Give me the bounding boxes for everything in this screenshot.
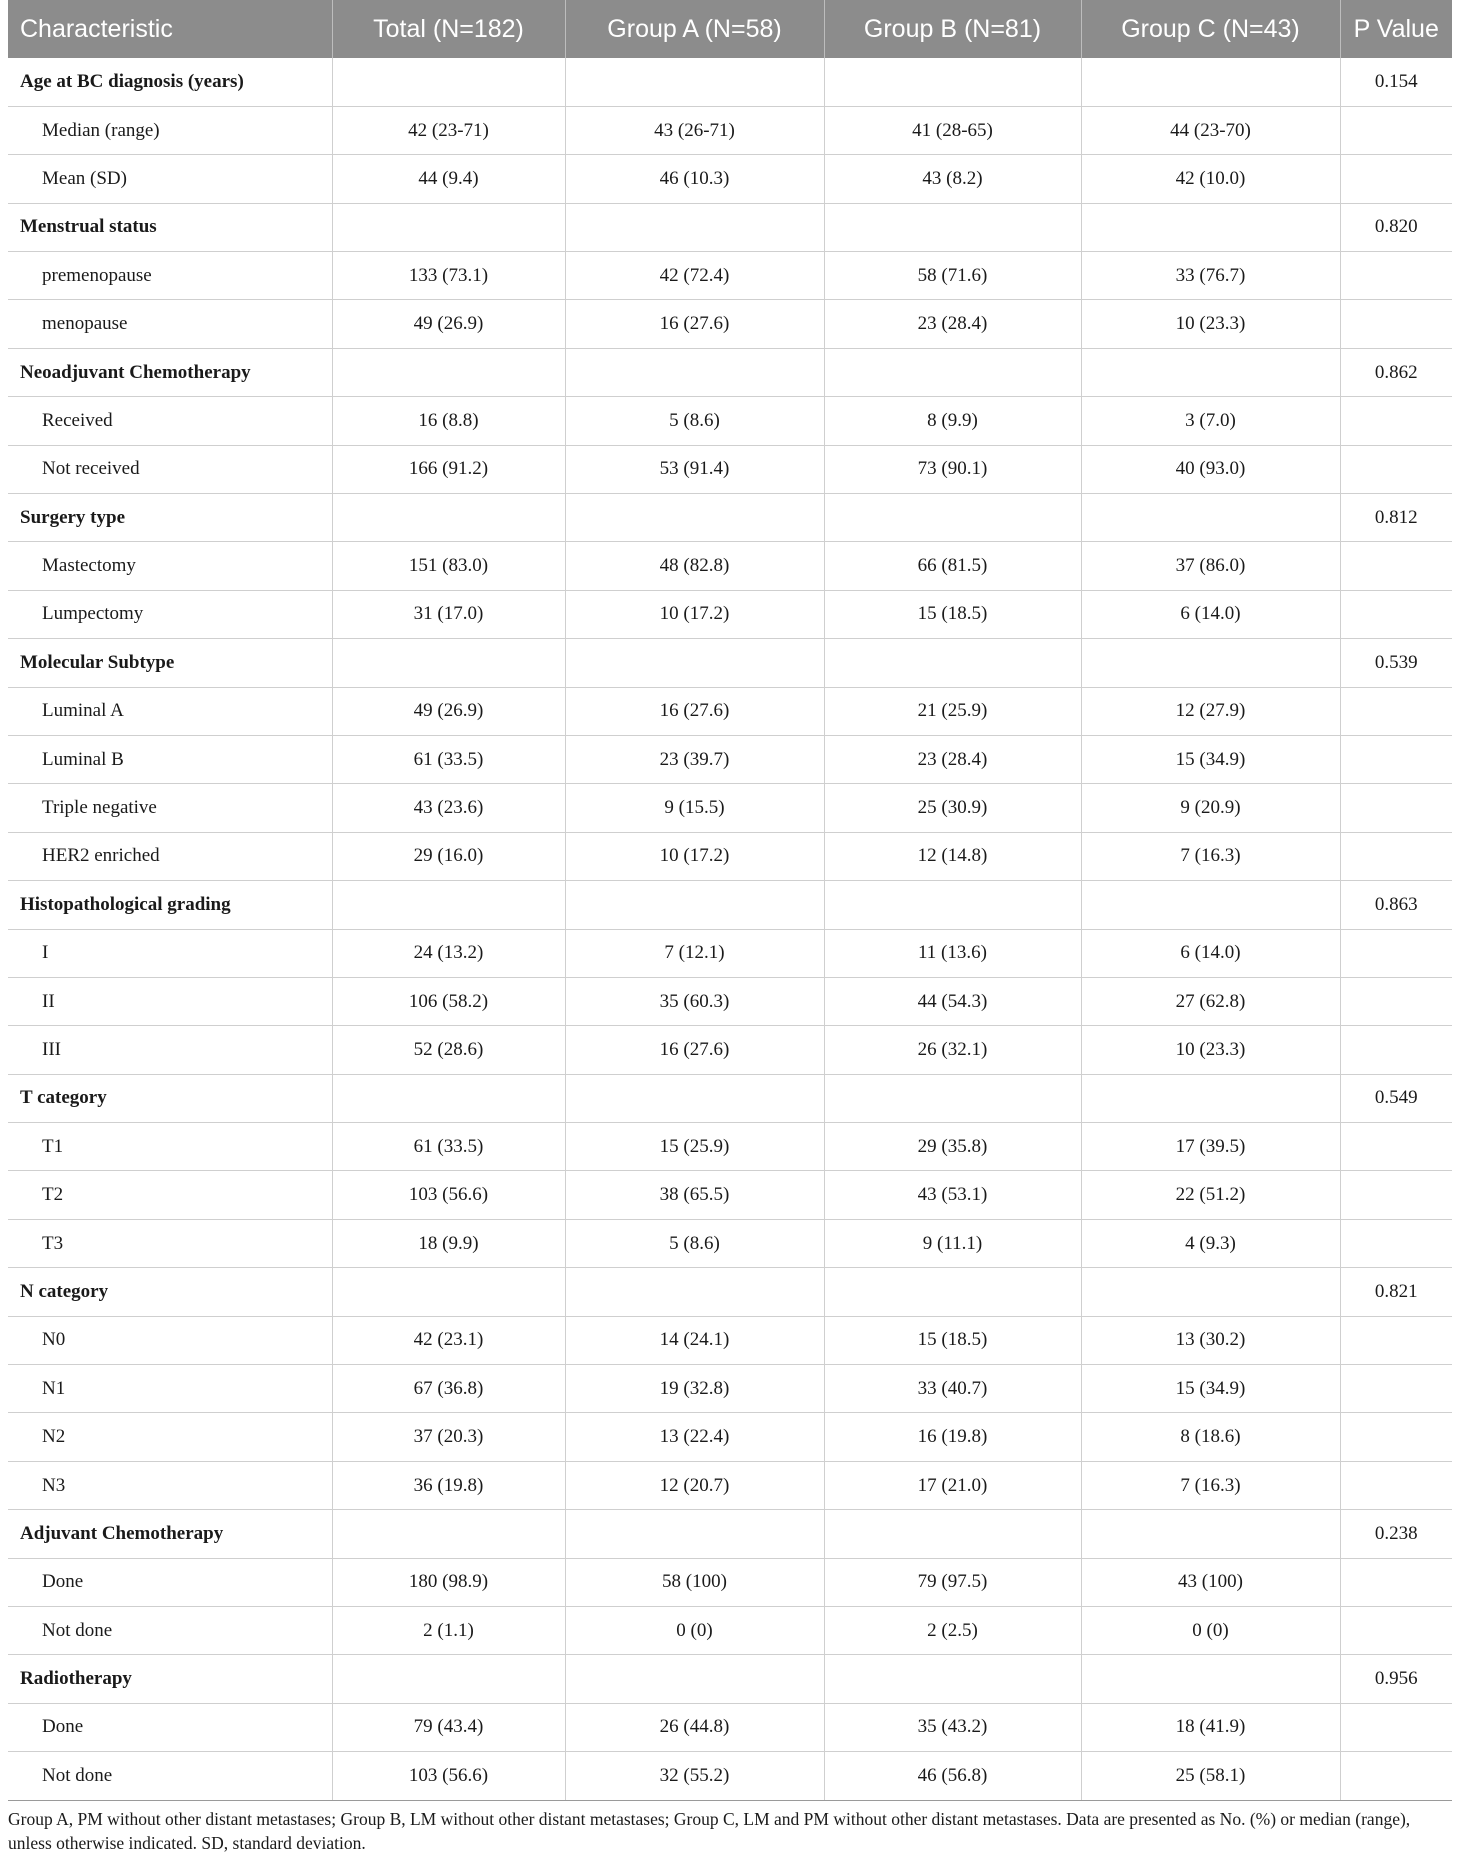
cell-group-b: 23 (28.4) (824, 735, 1081, 783)
category-row (8, 639, 1452, 687)
cell-group-a: 19 (32.8) (565, 1365, 824, 1413)
cell-group-b (824, 494, 1081, 542)
cell-p-value (1340, 252, 1452, 300)
table-row (8, 1026, 1452, 1074)
cell-total: 61 (33.5) (332, 735, 565, 783)
cell-group-b (824, 1074, 1081, 1122)
cell-group-b (824, 1655, 1081, 1703)
cell-group-a: 58 (100) (565, 1558, 824, 1606)
cell-group-c: 42 (10.0) (1081, 155, 1340, 203)
cell-group-b: 33 (40.7) (824, 1365, 1081, 1413)
cell-total: 31 (17.0) (332, 590, 565, 638)
cell-group-b: 23 (28.4) (824, 300, 1081, 348)
cell-total: 43 (23.6) (332, 784, 565, 832)
cell-p-value (1340, 1703, 1452, 1751)
cell-characteristic: Lumpectomy (8, 590, 332, 638)
cell-p-value (1340, 1123, 1452, 1171)
category-row (8, 203, 1452, 251)
table-row (8, 1558, 1452, 1606)
cell-group-a: 10 (17.2) (565, 590, 824, 638)
cell-group-b (824, 348, 1081, 396)
cell-group-c (1081, 1655, 1340, 1703)
cell-total: 42 (23-71) (332, 106, 565, 154)
category-row (8, 1510, 1452, 1558)
cell-group-c (1081, 58, 1340, 106)
cell-p-value (1340, 1558, 1452, 1606)
cell-group-c (1081, 1510, 1340, 1558)
cell-group-b: 15 (18.5) (824, 1316, 1081, 1364)
cell-p-value: 0.154 (1340, 58, 1452, 106)
cell-total (332, 1074, 565, 1122)
cell-characteristic: Age at BC diagnosis (years) (8, 58, 332, 106)
table-row (8, 784, 1452, 832)
table-row (8, 1752, 1452, 1800)
cell-characteristic: Not done (8, 1752, 332, 1800)
table-row (8, 977, 1452, 1025)
cell-total: 24 (13.2) (332, 929, 565, 977)
cell-total (332, 348, 565, 396)
header-group-a: Group A (N=58) (565, 0, 824, 58)
cell-characteristic: Neoadjuvant Chemotherapy (8, 348, 332, 396)
cell-total (332, 203, 565, 251)
cell-group-a: 48 (82.8) (565, 542, 824, 590)
cell-characteristic: Surgery type (8, 494, 332, 542)
category-row (8, 58, 1452, 106)
cell-group-a (565, 494, 824, 542)
cell-total: 166 (91.2) (332, 445, 565, 493)
table-row (8, 300, 1452, 348)
cell-characteristic: Menstrual status (8, 203, 332, 251)
cell-group-b (824, 1268, 1081, 1316)
cell-group-a: 15 (25.9) (565, 1123, 824, 1171)
cell-characteristic: I (8, 929, 332, 977)
cell-p-value (1340, 1365, 1452, 1413)
cell-group-c: 13 (30.2) (1081, 1316, 1340, 1364)
cell-characteristic: Median (range) (8, 106, 332, 154)
cell-p-value (1340, 1026, 1452, 1074)
cell-group-a: 46 (10.3) (565, 155, 824, 203)
cell-characteristic: Adjuvant Chemotherapy (8, 1510, 332, 1558)
cell-total: 180 (98.9) (332, 1558, 565, 1606)
cell-total: 42 (23.1) (332, 1316, 565, 1364)
cell-total (332, 881, 565, 929)
cell-group-b (824, 203, 1081, 251)
cell-group-a (565, 1074, 824, 1122)
cell-characteristic: Not done (8, 1607, 332, 1655)
table-row (8, 542, 1452, 590)
cell-p-value (1340, 106, 1452, 154)
cell-characteristic: Luminal B (8, 735, 332, 783)
cell-group-c: 27 (62.8) (1081, 977, 1340, 1025)
table-row (8, 1703, 1452, 1751)
cell-group-a: 0 (0) (565, 1607, 824, 1655)
table-row (8, 1607, 1452, 1655)
table-row (8, 397, 1452, 445)
cell-group-c (1081, 1268, 1340, 1316)
cell-group-c: 17 (39.5) (1081, 1123, 1340, 1171)
cell-p-value (1340, 735, 1452, 783)
cell-total: 2 (1.1) (332, 1607, 565, 1655)
cell-group-b: 25 (30.9) (824, 784, 1081, 832)
cell-group-c: 9 (20.9) (1081, 784, 1340, 832)
cell-group-a: 13 (22.4) (565, 1413, 824, 1461)
cell-characteristic: Mastectomy (8, 542, 332, 590)
cell-group-a: 16 (27.6) (565, 300, 824, 348)
cell-group-a (565, 639, 824, 687)
cell-group-a (565, 1268, 824, 1316)
cell-group-c: 25 (58.1) (1081, 1752, 1340, 1800)
cell-p-value (1340, 397, 1452, 445)
cell-group-a: 10 (17.2) (565, 832, 824, 880)
cell-p-value: 0.238 (1340, 1510, 1452, 1558)
cell-p-value (1340, 1219, 1452, 1267)
cell-group-b: 79 (97.5) (824, 1558, 1081, 1606)
cell-total: 133 (73.1) (332, 252, 565, 300)
header-characteristic: Characteristic (8, 0, 332, 58)
cell-group-c (1081, 1074, 1340, 1122)
cell-characteristic: Luminal A (8, 687, 332, 735)
cell-characteristic: T3 (8, 1219, 332, 1267)
cell-total: 67 (36.8) (332, 1365, 565, 1413)
cell-group-c: 4 (9.3) (1081, 1219, 1340, 1267)
category-row (8, 1074, 1452, 1122)
cell-group-c: 10 (23.3) (1081, 1026, 1340, 1074)
cell-group-b: 16 (19.8) (824, 1413, 1081, 1461)
cell-group-b (824, 881, 1081, 929)
cell-group-b: 44 (54.3) (824, 977, 1081, 1025)
category-row (8, 348, 1452, 396)
cell-group-b: 12 (14.8) (824, 832, 1081, 880)
cell-characteristic: N2 (8, 1413, 332, 1461)
cell-group-c (1081, 348, 1340, 396)
cell-total (332, 639, 565, 687)
cell-group-c: 7 (16.3) (1081, 1461, 1340, 1509)
cell-p-value: 0.956 (1340, 1655, 1452, 1703)
cell-p-value (1340, 590, 1452, 638)
category-row (8, 881, 1452, 929)
cell-group-c: 7 (16.3) (1081, 832, 1340, 880)
cell-group-a: 12 (20.7) (565, 1461, 824, 1509)
cell-total: 29 (16.0) (332, 832, 565, 880)
cell-group-a: 23 (39.7) (565, 735, 824, 783)
table-footnote: Group A, PM without other distant metastases; Group B, LM without other distant metastases; Group C, LM and PM without other distant metastases. Data are presented as No. (%) or median (range), unless otherwise indicated. SD, standard deviation. (8, 1808, 1411, 1853)
cell-p-value: 0.820 (1340, 203, 1452, 251)
cell-group-a (565, 58, 824, 106)
cell-group-b (824, 58, 1081, 106)
cell-group-c: 15 (34.9) (1081, 735, 1340, 783)
cell-group-c: 8 (18.6) (1081, 1413, 1340, 1461)
cell-p-value (1340, 1171, 1452, 1219)
cell-total: 52 (28.6) (332, 1026, 565, 1074)
cell-total (332, 58, 565, 106)
cell-p-value (1340, 1461, 1452, 1509)
cell-characteristic: N0 (8, 1316, 332, 1364)
cell-group-b: 8 (9.9) (824, 397, 1081, 445)
table-row (8, 590, 1452, 638)
cell-characteristic: Done (8, 1558, 332, 1606)
cell-characteristic: Triple negative (8, 784, 332, 832)
cell-group-b (824, 639, 1081, 687)
table-container (8, 0, 1452, 1855)
cell-group-c: 33 (76.7) (1081, 252, 1340, 300)
category-row (8, 494, 1452, 542)
table-row (8, 832, 1452, 880)
cell-total: 16 (8.8) (332, 397, 565, 445)
cell-total: 106 (58.2) (332, 977, 565, 1025)
cell-characteristic: Histopathological grading (8, 881, 332, 929)
header-row (8, 0, 1452, 58)
cell-characteristic: T category (8, 1074, 332, 1122)
cell-group-b: 9 (11.1) (824, 1219, 1081, 1267)
cell-p-value: 0.549 (1340, 1074, 1452, 1122)
cell-group-b: 17 (21.0) (824, 1461, 1081, 1509)
cell-group-a: 53 (91.4) (565, 445, 824, 493)
cell-total: 36 (19.8) (332, 1461, 565, 1509)
cell-p-value (1340, 784, 1452, 832)
cell-p-value (1340, 1316, 1452, 1364)
cell-total: 151 (83.0) (332, 542, 565, 590)
table-row (8, 106, 1452, 154)
category-row (8, 1268, 1452, 1316)
cell-group-c: 10 (23.3) (1081, 300, 1340, 348)
cell-characteristic: Received (8, 397, 332, 445)
cell-p-value (1340, 1607, 1452, 1655)
cell-group-a: 38 (65.5) (565, 1171, 824, 1219)
cell-group-c: 37 (86.0) (1081, 542, 1340, 590)
cell-characteristic: Molecular Subtype (8, 639, 332, 687)
cell-group-a: 32 (55.2) (565, 1752, 824, 1800)
cell-p-value (1340, 155, 1452, 203)
cell-group-c: 6 (14.0) (1081, 929, 1340, 977)
cell-group-a (565, 203, 824, 251)
cell-group-b: 29 (35.8) (824, 1123, 1081, 1171)
cell-p-value (1340, 977, 1452, 1025)
cell-total: 37 (20.3) (332, 1413, 565, 1461)
cell-total: 44 (9.4) (332, 155, 565, 203)
cell-p-value (1340, 1413, 1452, 1461)
cell-group-a (565, 1510, 824, 1558)
cell-group-b: 73 (90.1) (824, 445, 1081, 493)
cell-total (332, 1268, 565, 1316)
cell-group-c (1081, 494, 1340, 542)
cell-group-a: 35 (60.3) (565, 977, 824, 1025)
cell-group-c (1081, 881, 1340, 929)
cell-total: 103 (56.6) (332, 1752, 565, 1800)
cell-group-a: 43 (26-71) (565, 106, 824, 154)
cell-p-value (1340, 300, 1452, 348)
header-group-b: Group B (N=81) (824, 0, 1081, 58)
cell-group-b: 15 (18.5) (824, 590, 1081, 638)
cell-total: 61 (33.5) (332, 1123, 565, 1171)
cell-total: 103 (56.6) (332, 1171, 565, 1219)
table-row (8, 1365, 1452, 1413)
cell-p-value (1340, 929, 1452, 977)
cell-group-b (824, 1510, 1081, 1558)
cell-group-b: 26 (32.1) (824, 1026, 1081, 1074)
cell-characteristic: II (8, 977, 332, 1025)
cell-group-a (565, 348, 824, 396)
cell-total (332, 1655, 565, 1703)
cell-group-b: 58 (71.6) (824, 252, 1081, 300)
cell-characteristic: N category (8, 1268, 332, 1316)
cell-group-a: 5 (8.6) (565, 397, 824, 445)
cell-group-c: 3 (7.0) (1081, 397, 1340, 445)
cell-total: 49 (26.9) (332, 687, 565, 735)
table-row (8, 1316, 1452, 1364)
cell-group-c: 6 (14.0) (1081, 590, 1340, 638)
cell-group-b: 43 (8.2) (824, 155, 1081, 203)
cell-characteristic: N1 (8, 1365, 332, 1413)
cell-group-b: 35 (43.2) (824, 1703, 1081, 1751)
cell-group-b: 46 (56.8) (824, 1752, 1081, 1800)
cell-total: 79 (43.4) (332, 1703, 565, 1751)
table-row (8, 1219, 1452, 1267)
cell-p-value (1340, 445, 1452, 493)
table-row (8, 1171, 1452, 1219)
cell-characteristic: III (8, 1026, 332, 1074)
cell-characteristic: HER2 enriched (8, 832, 332, 880)
cell-group-c: 43 (100) (1081, 1558, 1340, 1606)
cell-group-c: 22 (51.2) (1081, 1171, 1340, 1219)
cell-p-value: 0.821 (1340, 1268, 1452, 1316)
cell-group-c: 18 (41.9) (1081, 1703, 1340, 1751)
characteristics-table (8, 0, 1452, 1801)
cell-p-value: 0.863 (1340, 881, 1452, 929)
cell-group-b: 21 (25.9) (824, 687, 1081, 735)
cell-characteristic: Radiotherapy (8, 1655, 332, 1703)
table-row (8, 687, 1452, 735)
cell-group-a: 16 (27.6) (565, 687, 824, 735)
table-header (8, 0, 1452, 58)
cell-group-b: 66 (81.5) (824, 542, 1081, 590)
cell-group-a (565, 1655, 824, 1703)
table-row (8, 445, 1452, 493)
cell-group-b: 11 (13.6) (824, 929, 1081, 977)
table-body (8, 58, 1452, 1800)
cell-group-a: 5 (8.6) (565, 1219, 824, 1267)
category-row (8, 1655, 1452, 1703)
cell-group-a: 42 (72.4) (565, 252, 824, 300)
table-row (8, 1461, 1452, 1509)
table-row (8, 735, 1452, 783)
cell-group-b: 43 (53.1) (824, 1171, 1081, 1219)
cell-group-c: 40 (93.0) (1081, 445, 1340, 493)
cell-characteristic: menopause (8, 300, 332, 348)
cell-group-a (565, 881, 824, 929)
cell-p-value: 0.862 (1340, 348, 1452, 396)
cell-characteristic: Mean (SD) (8, 155, 332, 203)
cell-total: 49 (26.9) (332, 300, 565, 348)
cell-group-c: 12 (27.9) (1081, 687, 1340, 735)
table-row (8, 155, 1452, 203)
cell-characteristic: premenopause (8, 252, 332, 300)
cell-total: 18 (9.9) (332, 1219, 565, 1267)
table-row (8, 929, 1452, 977)
table-row (8, 252, 1452, 300)
cell-total (332, 1510, 565, 1558)
cell-p-value: 0.539 (1340, 639, 1452, 687)
cell-group-a: 9 (15.5) (565, 784, 824, 832)
cell-group-a: 7 (12.1) (565, 929, 824, 977)
cell-group-a: 16 (27.6) (565, 1026, 824, 1074)
cell-group-c: 0 (0) (1081, 1607, 1340, 1655)
cell-p-value (1340, 542, 1452, 590)
cell-characteristic: N3 (8, 1461, 332, 1509)
header-total: Total (N=182) (332, 0, 565, 58)
cell-group-c (1081, 203, 1340, 251)
header-p-value: P Value (1353, 14, 1439, 43)
cell-p-value: 0.812 (1340, 494, 1452, 542)
table-row (8, 1123, 1452, 1171)
cell-group-c: 44 (23-70) (1081, 106, 1340, 154)
cell-group-b: 2 (2.5) (824, 1607, 1081, 1655)
cell-p-value (1340, 832, 1452, 880)
cell-characteristic: Done (8, 1703, 332, 1751)
cell-characteristic: T1 (8, 1123, 332, 1171)
table-row (8, 1413, 1452, 1461)
cell-group-a: 14 (24.1) (565, 1316, 824, 1364)
cell-group-a: 26 (44.8) (565, 1703, 824, 1751)
cell-p-value (1340, 687, 1452, 735)
cell-group-c: 15 (34.9) (1081, 1365, 1340, 1413)
cell-p-value (1340, 1752, 1452, 1800)
header-group-c: Group C (N=43) (1081, 0, 1340, 58)
cell-group-b: 41 (28-65) (824, 106, 1081, 154)
cell-group-c (1081, 639, 1340, 687)
cell-characteristic: T2 (8, 1171, 332, 1219)
cell-characteristic: Not received (8, 445, 332, 493)
cell-total (332, 494, 565, 542)
